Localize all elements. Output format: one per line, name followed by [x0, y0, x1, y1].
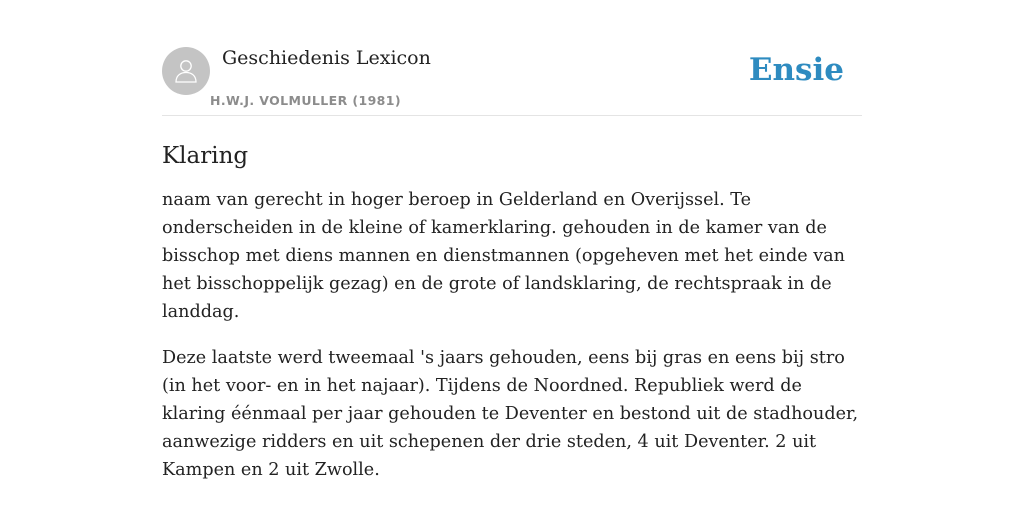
entry-title: Klaring	[162, 143, 249, 169]
brand-logo[interactable]: Ensie	[748, 52, 844, 88]
avatar[interactable]	[162, 47, 210, 95]
user-icon	[171, 56, 201, 86]
author-label: H.W.J. VOLMULLER (1981)	[210, 93, 401, 108]
lexicon-title[interactable]: Geschiedenis Lexicon	[222, 47, 431, 69]
entry-paragraph: naam van gerecht in hoger beroep in Gelderland en Overijssel. Te onderscheiden in de kleine of kamerklaring. gehouden in de kamer van de bisschop met diens mannen en dienstmannen (opgeheven met het einde van het bisschoppelijk gezag) en de grote of landsklaring, de rechtspraak in de landdag.	[162, 190, 845, 322]
entry-card	[162, 46, 862, 502]
entry-body	[162, 186, 862, 484]
entry-paragraph: Deze laatste werd tweemaal 's jaars gehouden, eens bij gras en eens bij stro (in het voor- en in het najaar). Tijdens de Noordned. Republiek werd de klaring éénmaal per jaar gehouden te Deventer en bestond uit de stadhouder, aanwezige ridders en uit schepenen der drie steden, 4 uit Deventer. 2 uit Kampen en 2 uit Zwolle.	[162, 348, 859, 480]
entry-header	[162, 46, 862, 116]
